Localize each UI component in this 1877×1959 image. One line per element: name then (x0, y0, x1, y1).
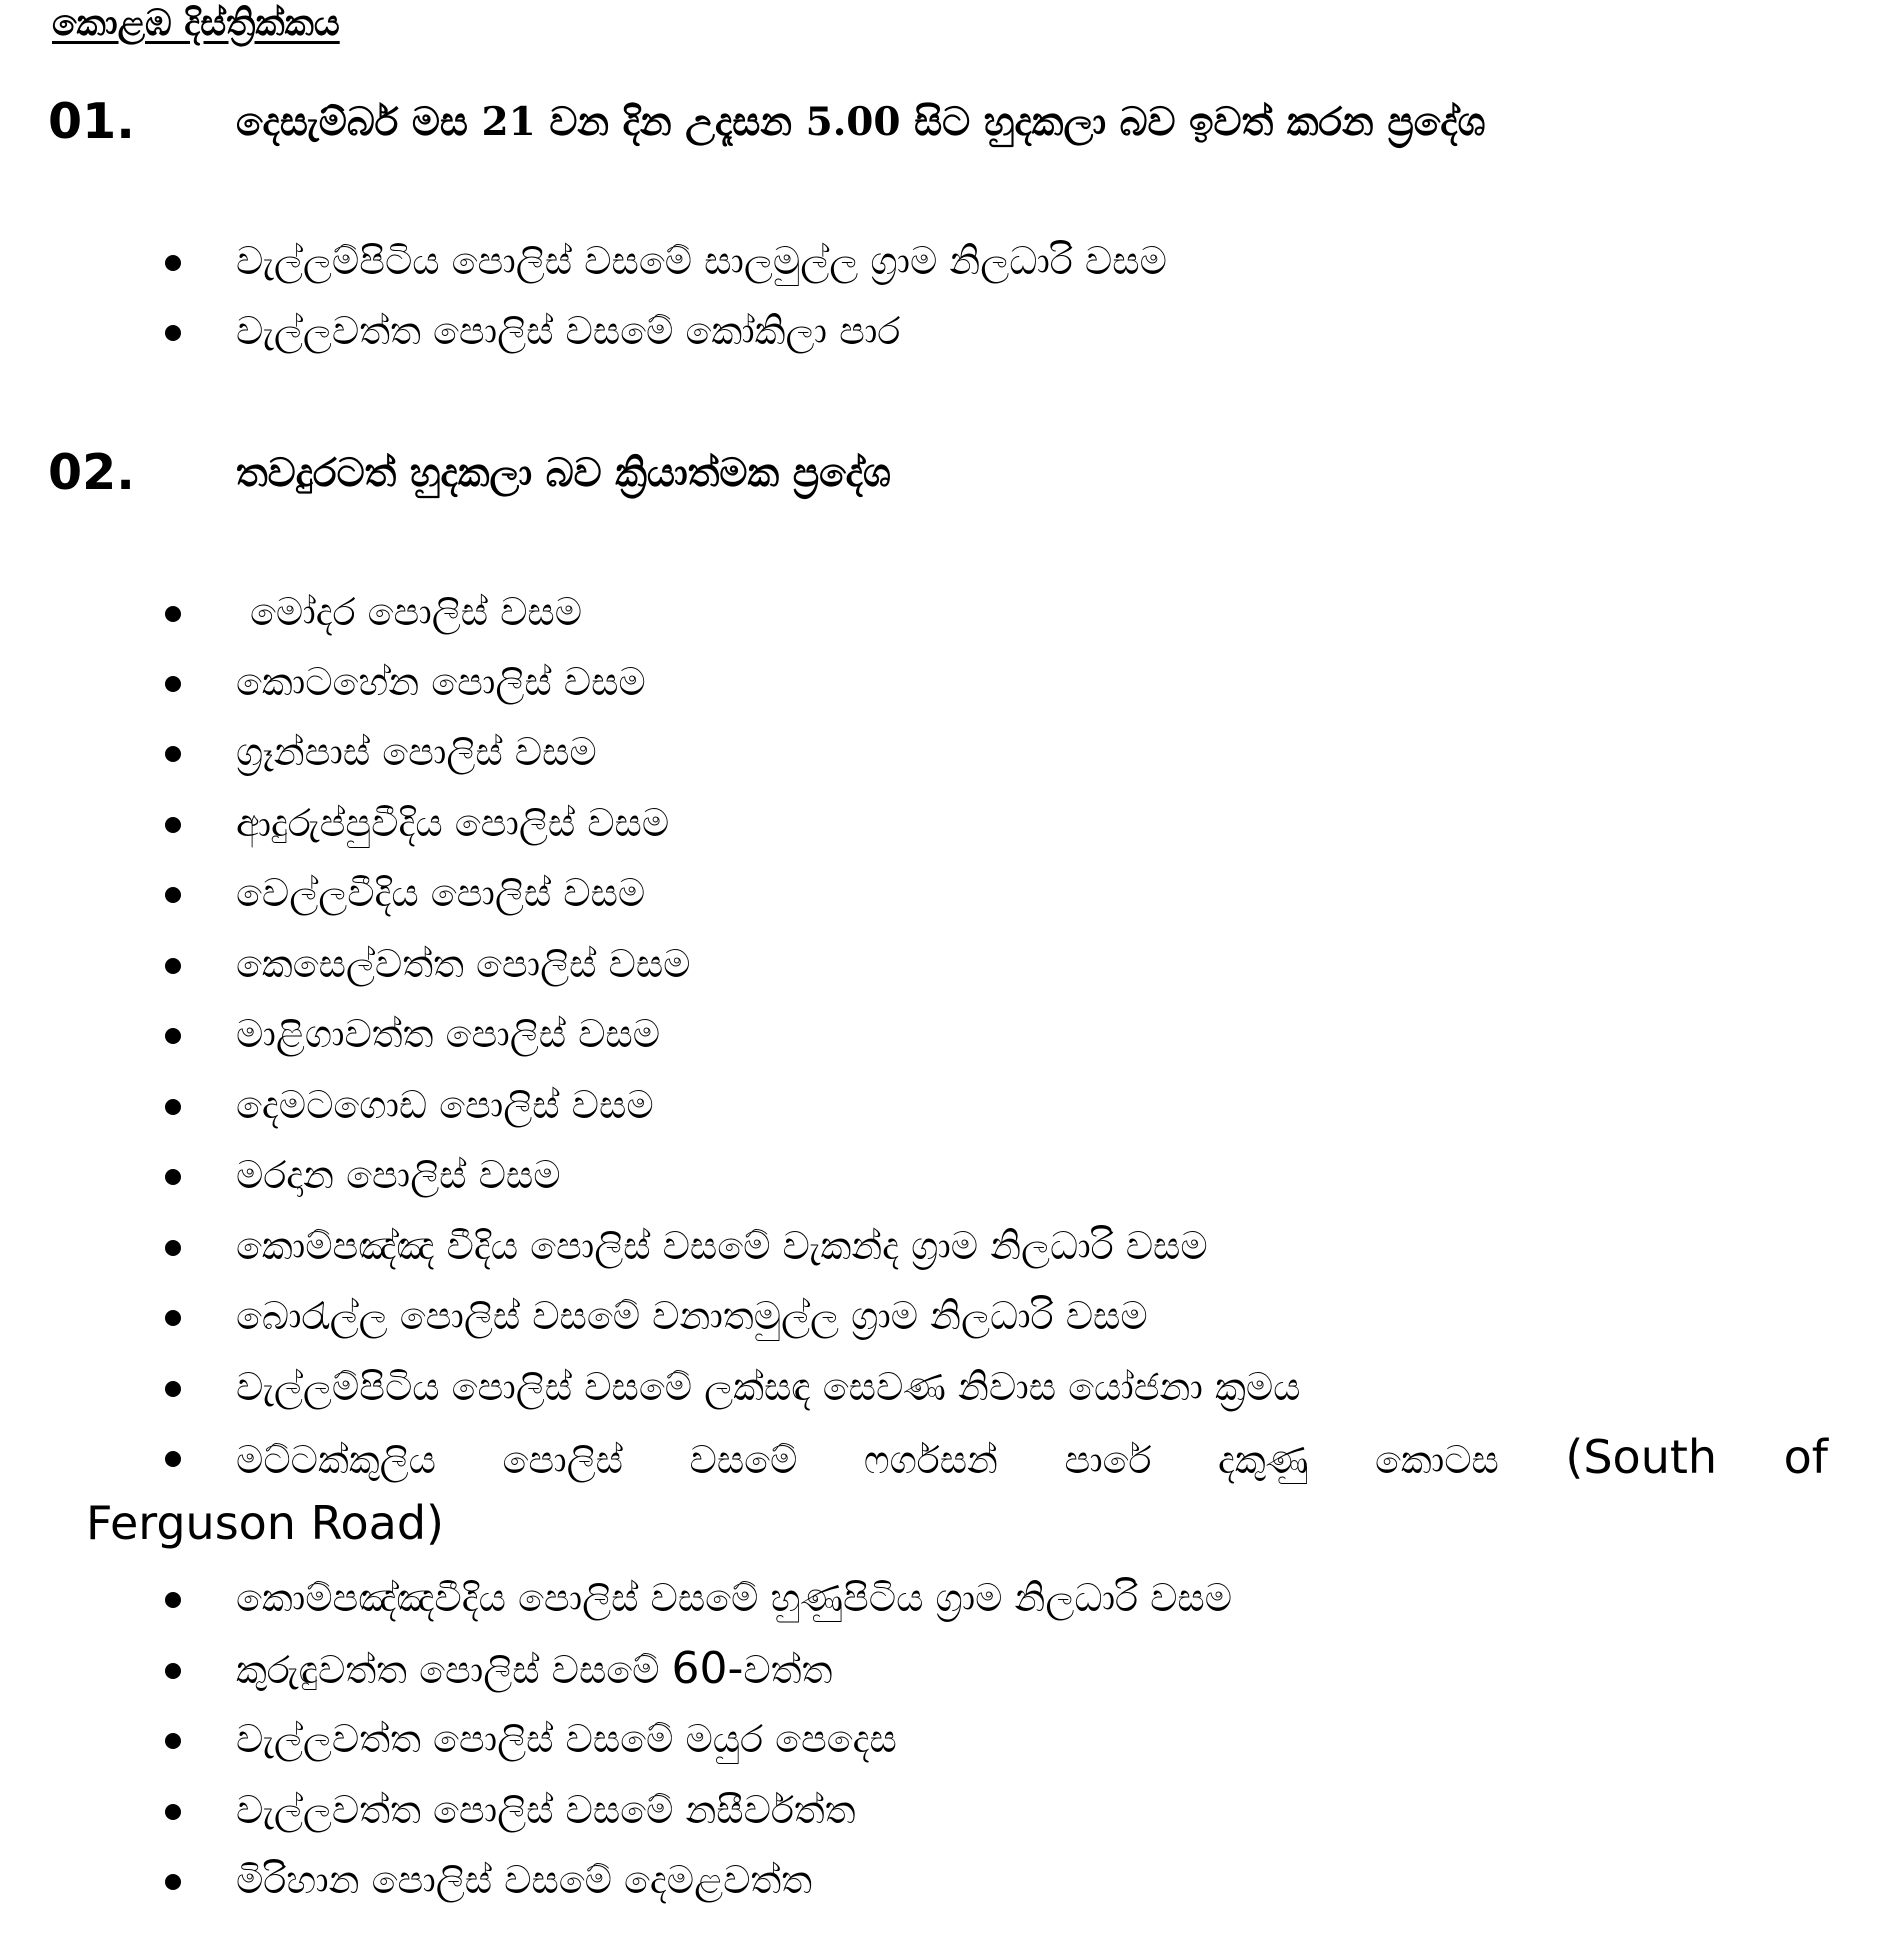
list-item-text: වෙල්ලවීදිය පොලිස් වසම (236, 871, 646, 915)
list-item (0, 858, 1877, 928)
word: ෆර්ගසන් (863, 1438, 998, 1482)
list-item-text: වැල්ලවත්ත පොලිස් වසමේ මයුර පෙදෙස (236, 1717, 897, 1761)
list-item (0, 1634, 1877, 1704)
list-item-text: වැල්ලම්පිටිය පොලිස් වසමේ ලක්සඳ සෙවණ නිවාස යෝජනා ක්‍රමය (236, 1365, 1301, 1409)
list-item (0, 1845, 1877, 1915)
item-number: 60- (671, 1643, 744, 1694)
item-prefix: කුරුඳුවත්ත පොලිස් වසමේ (236, 1648, 672, 1692)
list-item-text: කොම්පඤ්ඤ වීදිය පොලිස් වසමේ වැකන්ද ග්‍රාම නිලධාරි වසම (236, 1224, 1208, 1268)
bullet-icon (165, 1381, 181, 1397)
bullet-icon (165, 676, 181, 692)
list-item (0, 226, 1877, 296)
item-suffix: වත්ත (743, 1648, 833, 1692)
list-item-text: දෙමටගොඩ පොලිස් වසම (236, 1083, 654, 1127)
list-item (0, 999, 1877, 1069)
list-item-text: කෙසෙල්වත්ත පොලිස් වසම (236, 942, 691, 986)
word: කොටස (1374, 1438, 1499, 1482)
list-item-text: කොටහේන පොලිස් වසම (236, 660, 646, 704)
list-item (0, 717, 1877, 787)
list-item-text (236, 1426, 1828, 1491)
word: පාරේ (1064, 1438, 1152, 1482)
section-1-number: 01. (48, 93, 135, 150)
section-2-number: 02. (48, 444, 135, 501)
list-item (0, 1281, 1877, 1351)
bullet-icon (165, 887, 181, 903)
bullet-icon (165, 746, 181, 762)
list-item-text: වැල්ලවත්ත පොලිස් වසමේ කෝකිලා පාර (236, 309, 901, 353)
list-item-text: මෝදර පොලිස් වසම (250, 590, 583, 634)
district-heading: කොළඹ දිස්ත්‍රික්කය (52, 2, 340, 44)
bullet-icon (165, 1310, 181, 1326)
list-item (0, 1140, 1877, 1210)
bullet-icon (165, 325, 181, 341)
word: පොලිස් (502, 1438, 623, 1482)
list-item-wrapped (0, 1422, 1877, 1562)
bullet-icon (165, 1804, 181, 1820)
word: of (1783, 1430, 1828, 1484)
bullet-icon (165, 606, 181, 622)
list-item (0, 1211, 1877, 1281)
word: මට්ටක්කුලිය (236, 1438, 436, 1482)
list-item (0, 647, 1877, 717)
list-item (0, 577, 1877, 647)
list-item (0, 788, 1877, 858)
word: (South (1565, 1430, 1718, 1484)
list-item-text: මාළිගාවත්ත පොලිස් වසම (236, 1012, 661, 1056)
list-item-continuation: Ferguson Road) (86, 1496, 444, 1550)
list-item-text: වැල්ලවත්ත පොලිස් වසමේ නසීර්වත්ත (236, 1788, 856, 1832)
list-item (0, 1775, 1877, 1845)
list-item-text: වැල්ලම්පිටිය පොලිස් වසමේ සාලමුල්ල ග්‍රාම නිලධාරි වසම (236, 239, 1167, 283)
list-item-text (236, 1638, 832, 1701)
section-2-title: තවදුරටත් හුදකලා බව ක්‍රියාත්මක ප්‍රදේශ (236, 450, 891, 496)
bullet-icon (165, 1663, 181, 1679)
list-item (0, 1704, 1877, 1774)
word: දකුණු (1218, 1438, 1309, 1482)
list-item-text: මරදාන පොලිස් වසම (236, 1153, 561, 1197)
bullet-icon (165, 1028, 181, 1044)
bullet-icon (165, 1240, 181, 1256)
bullet-icon (165, 1451, 181, 1467)
list-item-text: ග්‍රෑන්පාස් පොලිස් වසම (236, 730, 597, 774)
bullet-icon (165, 1099, 181, 1115)
section-1-title: දෙසැම්බර් මස 21 වන දින උදෑසන 5.00 සිට හුදකලා බව ඉවත් කරන ප්‍රදේශ (236, 99, 1486, 145)
bullet-icon (165, 817, 181, 833)
list-item (0, 296, 1877, 366)
bullet-icon (165, 1169, 181, 1185)
list-item (0, 1070, 1877, 1140)
list-item-text: මිරිහාන පොලිස් වසමේ දෙමළවත්ත (236, 1858, 813, 1902)
bullet-icon (165, 1592, 181, 1608)
list-item (0, 929, 1877, 999)
list-item-text: ආදුරුප්පුවීදිය පොලිස් වසම (236, 801, 670, 845)
bullet-icon (165, 1874, 181, 1890)
list-item-text: කොම්පඤ්ඤවීදිය පොලිස් වසමේ හුණුපිටිය ග්‍රාම නිලධාරි වසම (236, 1576, 1233, 1620)
list-item-text: බොරැල්ල පොලිස් වසමේ වනාතමුල්ල ග්‍රාම නිලධාරි වසම (236, 1294, 1148, 1338)
bullet-icon (165, 958, 181, 974)
bullet-icon (165, 1733, 181, 1749)
list-item (0, 1563, 1877, 1633)
list-item (0, 1352, 1877, 1422)
bullet-icon (165, 255, 181, 271)
word: වසමේ (689, 1438, 798, 1482)
